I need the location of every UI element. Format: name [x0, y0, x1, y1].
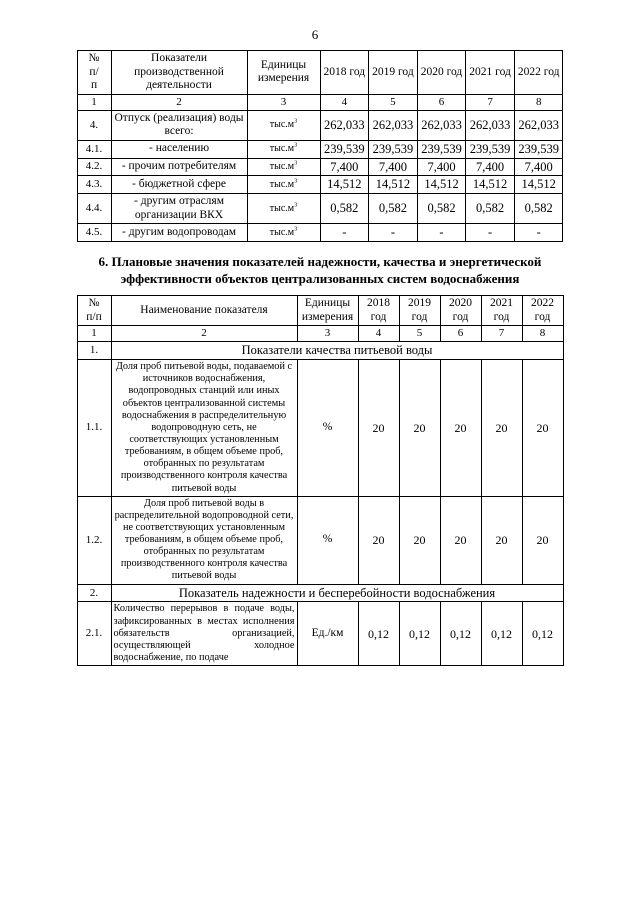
table-row [77, 496, 563, 584]
table-header-row [77, 51, 563, 95]
colnum-6: 6 [417, 94, 466, 110]
cell-2022: 239,539 [514, 140, 563, 158]
row-label: Отпуск (реализация) воды всего: [111, 110, 247, 140]
colnum-7: 7 [466, 94, 515, 110]
cell-2022: 0,582 [514, 194, 563, 224]
table-row [77, 176, 563, 194]
colnum-7: 7 [481, 326, 522, 342]
cell-2018: 20 [358, 360, 399, 497]
row-number: 2.1. [77, 602, 111, 666]
header-unit: Единицы измерения [247, 51, 320, 95]
planned-indicators-table [77, 295, 564, 666]
table-row [77, 140, 563, 158]
row-label: Количество перерывов в подаче воды, зафиксированных в местах исполнения обязательств организацией, осуществляющей холодное водоснабжение, по подаче [111, 602, 297, 666]
cell-2019: 0,582 [369, 194, 418, 224]
cell-2020: - [417, 224, 466, 242]
row-unit: $тыс.м^3$ [247, 176, 320, 194]
colnum-4: 4 [358, 326, 399, 342]
colnum-6: 6 [440, 326, 481, 342]
cell-2022: 0,12 [522, 602, 563, 666]
table-row [77, 360, 563, 497]
row-number: 4. [77, 110, 111, 140]
cell-2019: 20 [399, 496, 440, 584]
row-unit: $тыс.м^3$ [247, 194, 320, 224]
cell-2018: 239,539 [320, 140, 369, 158]
cell-2022: - [514, 224, 563, 242]
row-label: - другим отраслям организации ВКХ [111, 194, 247, 224]
header-unit: Единицы измерения [297, 296, 358, 326]
cell-2019: 20 [399, 360, 440, 497]
header-year-2021: 2021 год [481, 296, 522, 326]
section-title: Показатели качества питьевой воды [111, 342, 563, 360]
cell-2021: 20 [481, 496, 522, 584]
row-label: - прочим потребителям [111, 158, 247, 176]
row-number: 4.4. [77, 194, 111, 224]
header-year-2020: 2020 год [440, 296, 481, 326]
header-name: Наименование показателя [111, 296, 297, 326]
cell-2020: 7,400 [417, 158, 466, 176]
page-number: 6 [311, 27, 319, 42]
cell-2020: 20 [440, 360, 481, 497]
section-row [77, 584, 563, 602]
row-label: Доля проб питьевой воды в распределительной водопроводной сети, не соответствующих установленным требованиям, в общем объеме проб, отобранных по результатам производственного контроля качества питьевой воды [111, 496, 297, 584]
cell-2018: 262,033 [320, 110, 369, 140]
row-label: - населению [111, 140, 247, 158]
table-row [77, 602, 563, 666]
cell-2022: 262,033 [514, 110, 563, 140]
row-label: Доля проб питьевой воды, подаваемой с источников водоснабжения, водопроводных станций или иных объектов централизованной системы водоснабжения в распределительную водопроводную сеть, не соответствующих установленным требованиям, в общем объеме проб, отобранных по результатам производственного контроля качества питьевой воды [111, 360, 297, 497]
row-unit: $тыс.м^3$ [247, 110, 320, 140]
header-year-2022: 2022 год [514, 51, 563, 95]
cell-2018: 7,400 [320, 158, 369, 176]
column-number-row [77, 94, 563, 110]
colnum-5: 5 [369, 94, 418, 110]
row-unit: $тыс.м^3$ [247, 224, 320, 242]
row-number: 4.2. [77, 158, 111, 176]
row-unit: $тыс.м^3$ [247, 140, 320, 158]
production-indicators-table [77, 50, 564, 242]
table-header-row [77, 296, 563, 326]
colnum-5: 5 [399, 326, 440, 342]
cell-2018: 20 [358, 496, 399, 584]
cell-2020: 0,12 [440, 602, 481, 666]
cell-2020: 262,033 [417, 110, 466, 140]
colnum-8: 8 [514, 94, 563, 110]
header-year-2019: 2019 год [369, 51, 418, 95]
table-row [77, 110, 563, 140]
header-np: № п/ п [77, 51, 111, 95]
section-number: 2. [77, 584, 111, 602]
row-unit: Ед./км [297, 602, 358, 666]
table-row [77, 224, 563, 242]
cell-2019: 262,033 [369, 110, 418, 140]
cell-2021: 14,512 [466, 176, 515, 194]
row-number: 1.1. [77, 360, 111, 497]
colnum-1: 1 [77, 94, 111, 110]
cell-2021: 262,033 [466, 110, 515, 140]
row-unit: % [297, 360, 358, 497]
cell-2022: 20 [522, 496, 563, 584]
cell-2022: 20 [522, 360, 563, 497]
header-name: Показатели производственной деятельности [111, 51, 247, 95]
row-label: - другим водопроводам [111, 224, 247, 242]
cell-2020: 0,582 [417, 194, 466, 224]
colnum-1: 1 [77, 326, 111, 342]
cell-2021: 0,582 [466, 194, 515, 224]
colnum-4: 4 [320, 94, 369, 110]
header-year-2018: 2018 год [320, 51, 369, 95]
row-number: 4.5. [77, 224, 111, 242]
colnum-2: 2 [111, 326, 297, 342]
section-title: Показатель надежности и бесперебойности водоснабжения [111, 584, 563, 602]
cell-2022: 7,400 [514, 158, 563, 176]
section-heading: 6. Плановые значения показателей надежности, качества и энергетической эффективности объектов централизованных систем водоснабжения [98, 253, 542, 287]
cell-2019: 14,512 [369, 176, 418, 194]
cell-2021: 20 [481, 360, 522, 497]
section-number: 1. [77, 342, 111, 360]
cell-2020: 239,539 [417, 140, 466, 158]
table-row [77, 194, 563, 224]
cell-2018: - [320, 224, 369, 242]
cell-2019: 7,400 [369, 158, 418, 176]
row-unit: $тыс.м^3$ [247, 158, 320, 176]
section-row [77, 342, 563, 360]
header-year-2018: 2018 год [358, 296, 399, 326]
cell-2019: 0,12 [399, 602, 440, 666]
column-number-row [77, 326, 563, 342]
cell-2021: 239,539 [466, 140, 515, 158]
row-unit: % [297, 496, 358, 584]
colnum-3: 3 [297, 326, 358, 342]
row-number: 4.1. [77, 140, 111, 158]
row-number: 4.3. [77, 176, 111, 194]
table-row [77, 158, 563, 176]
cell-2020: 14,512 [417, 176, 466, 194]
colnum-2: 2 [111, 94, 247, 110]
header-year-2019: 2019 год [399, 296, 440, 326]
cell-2021: 0,12 [481, 602, 522, 666]
header-year-2022: 2022 год [522, 296, 563, 326]
cell-2020: 20 [440, 496, 481, 584]
cell-2018: 0,582 [320, 194, 369, 224]
row-label: - бюджетной сфере [111, 176, 247, 194]
header-np: № п/п [77, 296, 111, 326]
row-number: 1.2. [77, 496, 111, 584]
cell-2019: 239,539 [369, 140, 418, 158]
cell-2018: 0,12 [358, 602, 399, 666]
cell-2019: - [369, 224, 418, 242]
colnum-8: 8 [522, 326, 563, 342]
cell-2022: 14,512 [514, 176, 563, 194]
header-year-2021: 2021 год [466, 51, 515, 95]
cell-2018: 14,512 [320, 176, 369, 194]
cell-2021: - [466, 224, 515, 242]
colnum-3: 3 [247, 94, 320, 110]
header-year-2020: 2020 год [417, 51, 466, 95]
cell-2021: 7,400 [466, 158, 515, 176]
